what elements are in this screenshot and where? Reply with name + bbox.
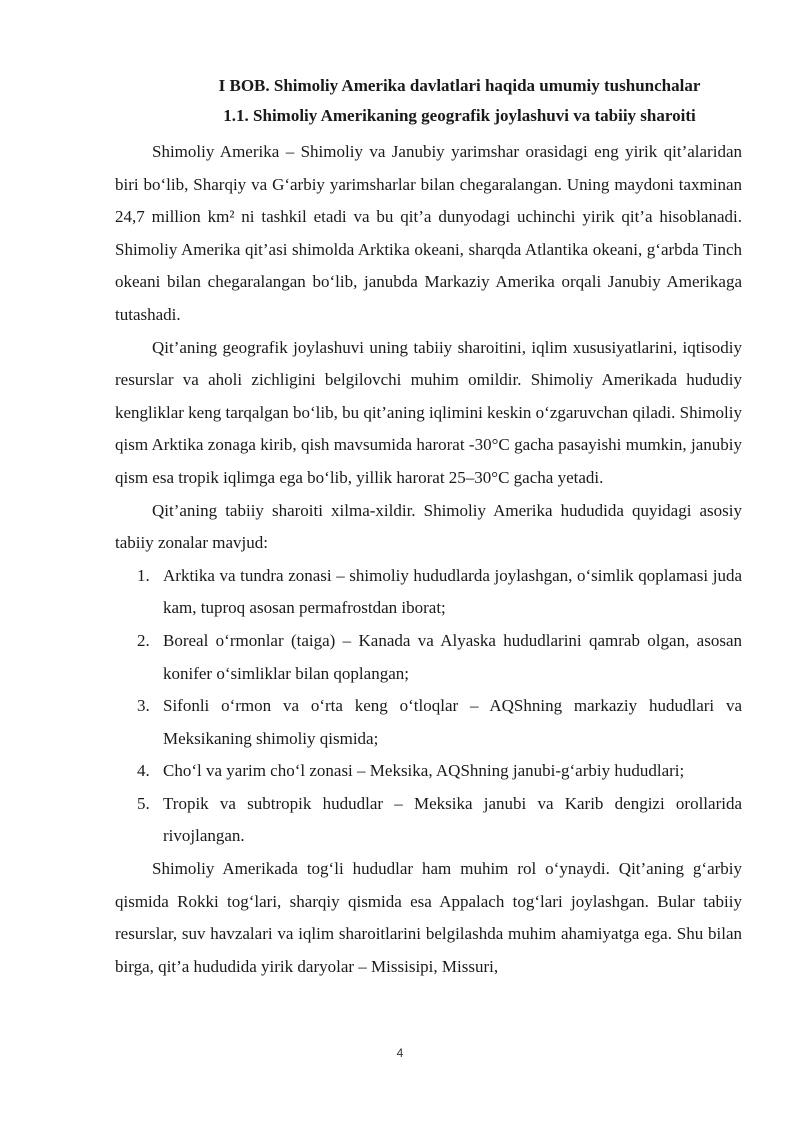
list-item-text: Sifonli o‘rmon va o‘rta keng o‘tloqlar – AQShning markaziy hududlari va Meksikaning shimoliy qismida; <box>163 696 742 748</box>
list-item-number: 4. <box>137 761 150 781</box>
list-item-text: Tropik va subtropik hududlar – Meksika janubi va Karib dengizi orollarida rivojlangan. <box>163 793 742 846</box>
list-item <box>115 788 742 853</box>
document-page <box>115 75 742 983</box>
page-number: 4 <box>396 1046 404 1060</box>
paragraph-location: Qit’aning geografik joylashuvi uning tabiiy sharoitini, iqlim xususiyatlarini, iqtisodiy resurslar va aholi zichligini belgilovchi muhim omildir. Shimoliy Amerikada hududiy kengliklar keng tarqalgan bo‘lib, bu qit’aning iqlimini keskin o‘zgaruvchan qiladi. Shimoliy qism Arktika zonaga kirib, qish mavsumida harorat -30°C gacha pasayishi mumkin, janubiy qism esa tropik iqlimga ega bo‘lib, yillik harorat 25–30°C gacha yetadi. <box>115 337 742 487</box>
list-item-text: Boreal o‘rmonlar (taiga) – Kanada va Alyaska hududlarini qamrab olgan, asosan konifer o‘simliklar bilan qoplangan; <box>163 630 742 683</box>
list-item <box>115 690 742 755</box>
natural-zones-list <box>115 560 742 853</box>
list-item <box>115 625 742 690</box>
list-item-number: 1. <box>137 565 150 585</box>
section-heading: 1.1. Shimoliy Amerikaning geografik joylashuvi va tabiiy sharoiti <box>223 106 696 125</box>
list-item-text: Cho‘l va yarim cho‘l zonasi – Meksika, AQShning janubi-g‘arbiy hududlari; <box>163 761 685 781</box>
paragraph-mountains: Shimoliy Amerikada tog‘li hududlar ham muhim rol o‘ynaydi. Qit’aning g‘arbiy qismida Rokki tog‘lari, sharqiy qismida esa Appalach tog‘lari joylashgan. Bular tabiiy resurslar, suv havzalari va iqlim sharoitlarini belgilashda muhim ahamiyatga ega. Shu bilan birga, qit’a hududida yirik daryolar – Missisipi, Missuri, <box>115 859 742 976</box>
list-item <box>115 560 742 625</box>
list-item-number: 5. <box>137 793 150 813</box>
paragraph-intro: Shimoliy Amerika – Shimoliy va Janubiy yarimshar orasidagi eng yirik qit’alaridan biri bo‘lib, Sharqiy va G‘arbiy yarimsharlar bilan chegaralangan. Uning maydoni taxminan 24,7 million km² ni tashkil etadi va bu qit’a dunyodagi uchinchi yirik qit’a hisoblanadi. Shimoliy Amerika qit’asi shimolda Arktika okeani, sharqda Atlantika okeani, g‘arbda Tinch okeani bilan chegaralangan bo‘lib, janubda Markaziy Amerika orqali Janubiy Amerikaga tutashadi. <box>115 142 742 324</box>
list-item-number: 2. <box>137 630 150 650</box>
list-item <box>115 755 742 788</box>
chapter-heading: I BOB. Shimoliy Amerika davlatlari haqida umumiy tushunchalar <box>218 76 701 95</box>
paragraph-zones-intro: Qit’aning tabiiy sharoiti xilma-xildir. Shimoliy Amerika hududida quyidagi asosiy tabiiy zonalar mavjud: <box>115 500 742 553</box>
list-item-number: 3. <box>137 696 150 716</box>
list-item-text: Arktika va tundra zonasi – shimoliy hududlarda joylashgan, o‘simlik qoplamasi juda kam, tuproq asosan permafrostdan iborat; <box>163 565 742 618</box>
